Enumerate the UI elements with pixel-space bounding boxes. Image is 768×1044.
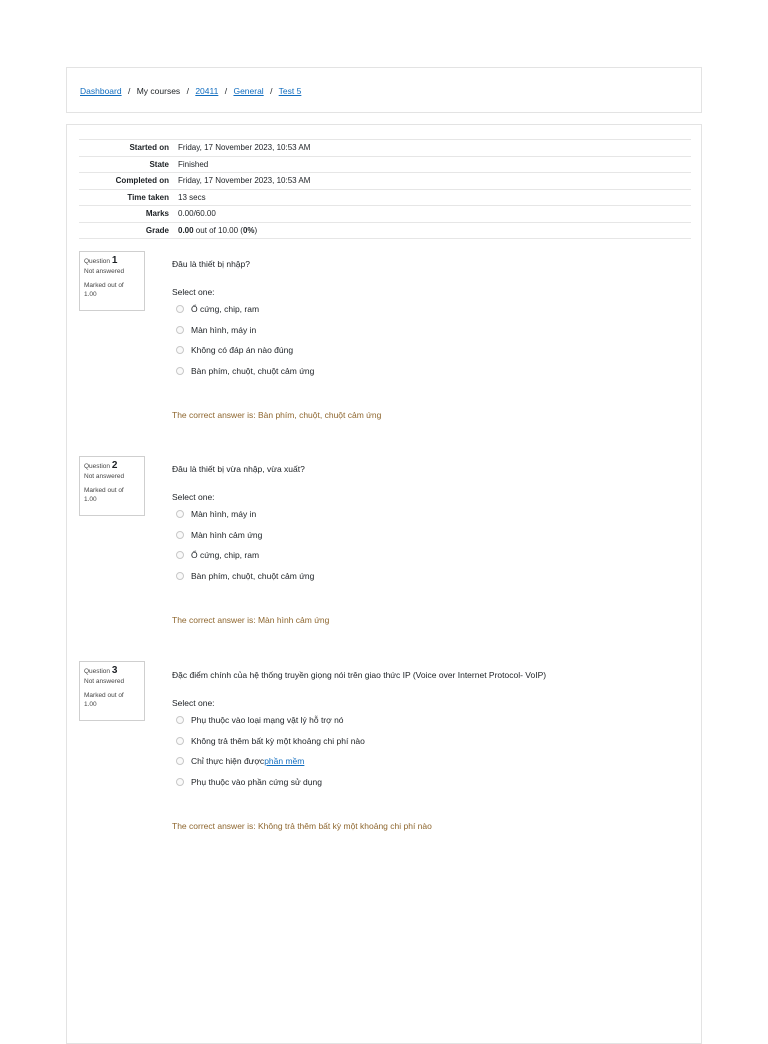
radio-button[interactable] — [176, 531, 184, 539]
breadcrumb-course-link[interactable]: 20411 — [195, 86, 219, 96]
answer-option[interactable]: Ổ cứng, chip, ram — [172, 545, 682, 566]
breadcrumb-separator: / — [224, 86, 228, 96]
question-info-2 — [79, 456, 145, 516]
question-state: Not answered — [84, 678, 125, 685]
radio-button[interactable] — [176, 778, 184, 786]
answer-options — [172, 504, 682, 586]
question-mark: Marked out of 1.00 — [84, 692, 124, 708]
question-info-3 — [79, 661, 145, 721]
question-text: Đâu là thiết bị vừa nhập, vừa xuất? — [172, 464, 305, 474]
radio-button[interactable] — [176, 737, 184, 745]
summary-key: Marks — [79, 206, 178, 223]
question-state: Not answered — [84, 473, 125, 480]
breadcrumb-separator: / — [127, 86, 131, 96]
correct-answer-feedback: The correct answer is: Không trả thêm bất kỳ một khoảng chi phí nào — [172, 821, 432, 831]
answer-options — [172, 710, 682, 792]
summary-value: Finished — [178, 156, 691, 173]
summary-key: Time taken — [79, 189, 178, 206]
breadcrumb-my-courses: My courses — [136, 86, 181, 96]
breadcrumb-section-link[interactable]: General — [233, 86, 264, 96]
summary-value: Friday, 17 November 2023, 10:53 AM — [178, 140, 691, 157]
summary-row — [79, 140, 691, 157]
question-content-3 — [172, 670, 682, 831]
radio-button[interactable] — [176, 367, 184, 375]
question-number: Question 2 — [84, 460, 118, 471]
summary-key: Completed on — [79, 173, 178, 190]
grade-score: 0.00 — [178, 225, 194, 235]
answer-option[interactable]: Bàn phím, chuột, chuột cảm ứng — [172, 361, 682, 382]
question-number: Question 3 — [84, 665, 118, 676]
answer-option[interactable]: Bàn phím, chuột, chuột cảm ứng — [172, 566, 682, 587]
answer-options — [172, 299, 682, 381]
summary-value: Friday, 17 November 2023, 10:53 AM — [178, 173, 691, 190]
radio-button[interactable] — [176, 346, 184, 354]
grade-key: Grade — [79, 222, 178, 239]
select-one-label: Select one: — [172, 287, 215, 297]
grade-percent: 0% — [242, 225, 255, 235]
answer-option[interactable]: Phụ thuộc vào phần cứng sử dụng — [172, 772, 682, 793]
correct-answer-feedback: The correct answer is: Bàn phím, chuột, chuột cảm ứng — [172, 410, 382, 420]
select-one-label: Select one: — [172, 698, 215, 708]
summary-row — [79, 206, 691, 223]
answer-option[interactable]: Ổ cứng, chip, ram — [172, 299, 682, 320]
summary-value: 13 secs — [178, 189, 691, 206]
radio-button[interactable] — [176, 572, 184, 580]
grade-close: ) — [254, 225, 258, 235]
attempt-summary-table — [79, 139, 691, 239]
breadcrumb-quiz-link[interactable]: Test 5 — [278, 86, 302, 96]
question-text: Đặc điểm chính của hệ thống truyền giọng nói trên giao thức IP (Voice over Internet Protocol- VoIP) — [172, 670, 547, 680]
answer-option[interactable]: Màn hình, máy in — [172, 504, 682, 525]
question-number: Question 1 — [84, 255, 118, 266]
question-content-2 — [172, 464, 682, 625]
question-mark: Marked out of 1.00 — [84, 487, 124, 503]
summary-row-grade — [79, 222, 691, 239]
summary-row — [79, 173, 691, 190]
radio-button[interactable] — [176, 305, 184, 313]
answer-option[interactable]: Màn hình, máy in — [172, 320, 682, 341]
breadcrumb-separator: / — [270, 86, 273, 96]
question-info-1 — [79, 251, 145, 311]
radio-button[interactable] — [176, 716, 184, 724]
answer-option[interactable]: Không có đáp án nào đúng — [172, 340, 682, 361]
breadcrumb-dashboard-link[interactable]: Dashboard — [80, 86, 122, 96]
grade-out-of: out of 10.00 ( — [193, 225, 243, 235]
quiz-review-card — [66, 124, 702, 1044]
glossary-link-phan-mem[interactable]: phần mềm — [264, 756, 305, 767]
radio-button[interactable] — [176, 551, 184, 559]
summary-row — [79, 189, 691, 206]
answer-option[interactable]: Không trả thêm bất kỳ một khoảng chi phí nào — [172, 731, 682, 752]
summary-value: 0.00/60.00 — [178, 206, 691, 223]
breadcrumb — [80, 86, 301, 96]
question-text: Đâu là thiết bị nhập? — [172, 259, 250, 269]
answer-option[interactable]: Phụ thuộc vào loại mạng vật lý hỗ trợ nó — [172, 710, 682, 731]
select-one-label: Select one: — [172, 492, 215, 502]
radio-button[interactable] — [176, 510, 184, 518]
summary-key: State — [79, 156, 178, 173]
correct-answer-feedback: The correct answer is: Màn hình cảm ứng — [172, 615, 330, 625]
radio-button[interactable] — [176, 326, 184, 334]
summary-key: Started on — [79, 140, 178, 157]
breadcrumb-separator: / — [186, 86, 189, 96]
breadcrumb-card — [66, 67, 702, 113]
grade-value — [178, 222, 691, 239]
radio-button[interactable] — [176, 757, 184, 765]
question-content-1 — [172, 259, 682, 420]
question-state: Not answered — [84, 268, 125, 275]
question-mark: Marked out of 1.00 — [84, 282, 124, 298]
answer-option[interactable]: Chỉ thực hiện được phần mềm — [172, 751, 682, 772]
answer-option[interactable]: Màn hình cảm ứng — [172, 525, 682, 546]
summary-row — [79, 156, 691, 173]
